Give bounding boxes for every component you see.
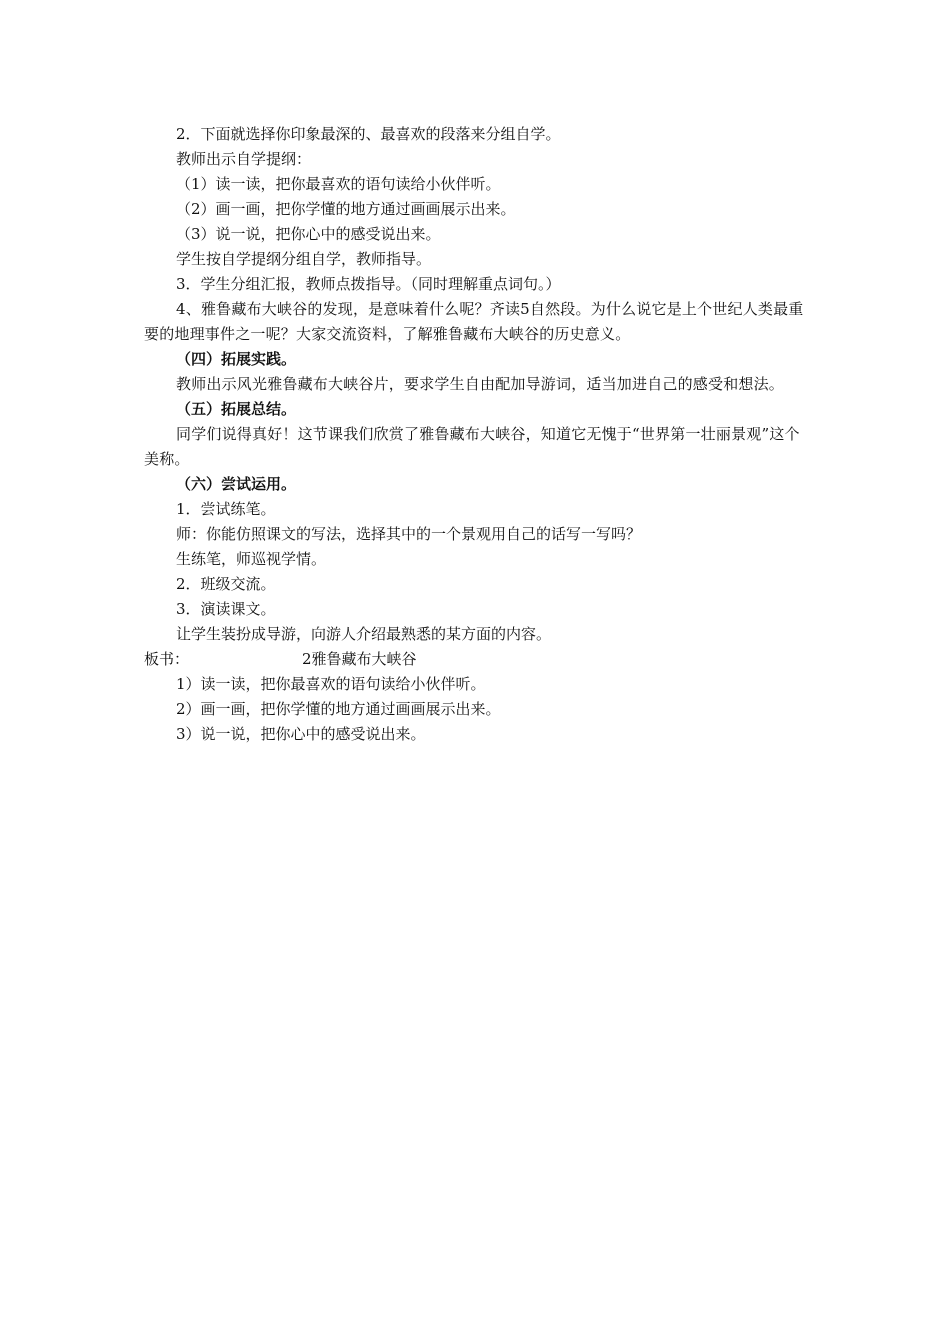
blackboard-item-speak: 3）说一说，把你心中的感受说出来。	[176, 725, 426, 743]
apply-teacher-question: 师：你能仿照课文的写法，选择其中的一个景观用自己的话写一写吗？	[176, 525, 642, 543]
step-3-line: 3．学生分组汇报，教师点拨指导。（同时理解重点词句。）	[176, 275, 561, 293]
blackboard-item-read: 1）读一读，把你最喜欢的语句读给小伙伴听。	[176, 675, 486, 693]
blackboard-item-draw: 2）画一画，把你学懂的地方通过画画展示出来。	[176, 700, 501, 718]
section-heading-summary: （五）拓展总结。	[176, 400, 297, 418]
section-heading-practice: （四）拓展实践。	[176, 350, 297, 368]
outline-item-read: （1）读一读，把你最喜欢的语句读给小伙伴听。	[176, 175, 501, 193]
document-body	[144, 122, 814, 747]
student-group-study-line: 学生按自学提纲分组自学，教师指导。	[176, 250, 432, 268]
apply-item-3: 3．演读课文。	[176, 600, 276, 618]
apply-guide-roleplay: 让学生装扮成导游，向游人介绍最熟悉的某方面的内容。	[176, 625, 552, 643]
practice-paragraph: 教师出示风光雅鲁藏布大峡谷片，要求学生自由配加导游词，适当加进自己的感受和想法。	[176, 375, 785, 393]
blackboard-header	[144, 647, 814, 672]
section-heading-apply: （六）尝试运用。	[176, 475, 297, 493]
blackboard-title: 2雅鲁藏布大峡谷	[302, 650, 417, 668]
outline-item-speak: （3）说一说，把你心中的感受说出来。	[176, 225, 441, 243]
apply-item-2: 2．班级交流。	[176, 575, 276, 593]
apply-item-1: 1．尝试练笔。	[176, 500, 276, 518]
apply-student-practice: 生练笔，师巡视学情。	[176, 550, 327, 568]
outline-item-draw: （2）画一画，把你学懂的地方通过画画展示出来。	[176, 200, 516, 218]
summary-paragraph: 同学们说得真好！这节课我们欣赏了雅鲁藏布大峡谷，知道它无愧于“世界第一壮丽景观”这个美称。	[144, 425, 800, 468]
teacher-outline-line: 教师出示自学提纲：	[176, 150, 312, 168]
step-2-line: 2．下面就选择你印象最深的、最喜欢的段落来分组自学。	[176, 125, 561, 143]
blackboard-label: 板书：	[144, 650, 190, 668]
step-4-paragraph: 4、雅鲁藏布大峡谷的发现，是意味着什么呢？齐读5自然段。为什么说它是上个世纪人类最重要的地理事件之一呢？大家交流资料，了解雅鲁藏布大峡谷的历史意义。	[144, 300, 804, 343]
